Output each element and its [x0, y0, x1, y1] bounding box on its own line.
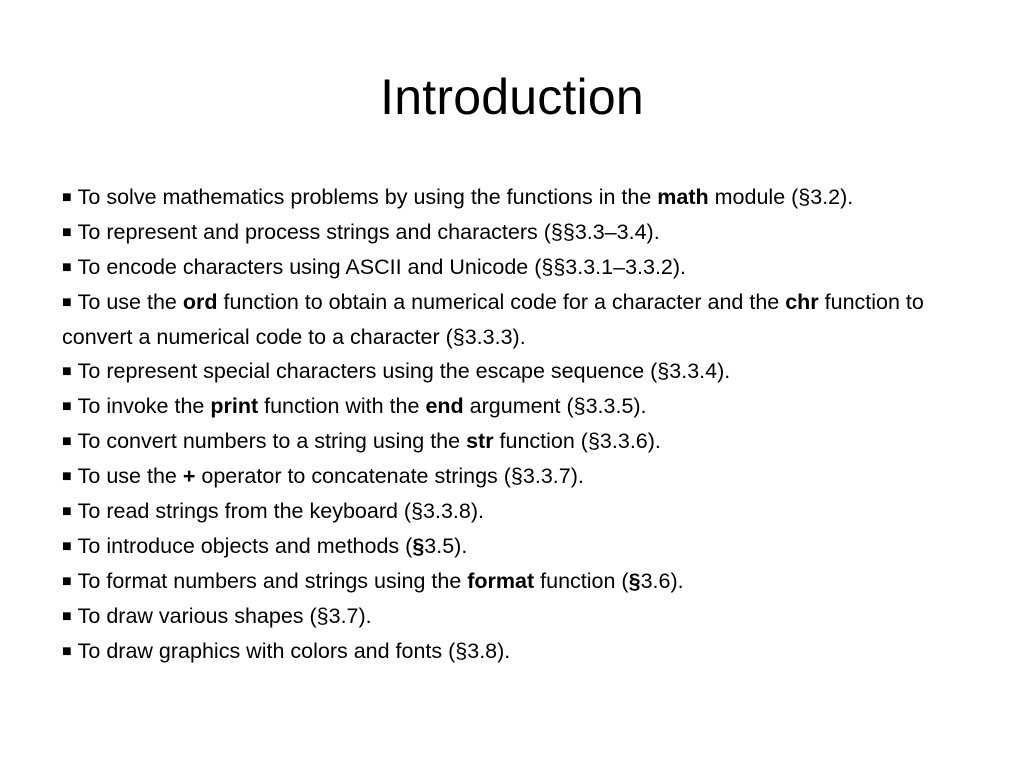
bullet-keyword: §	[628, 569, 641, 593]
bullet-item	[62, 529, 962, 564]
bullet-square-icon: ■	[62, 363, 72, 380]
bullet-text: To convert numbers to a string using the	[77, 429, 467, 453]
bullet-square-icon: ■	[62, 538, 72, 555]
bullet-keyword: format	[467, 569, 535, 593]
bullet-item	[62, 494, 962, 529]
bullet-keyword: +	[182, 464, 196, 488]
bullet-square-icon: ■	[62, 433, 72, 450]
bullet-text: function (§3.3.6).	[493, 429, 661, 453]
bullet-keyword: print	[210, 394, 259, 418]
bullet-text: To format numbers and strings using the	[77, 569, 468, 593]
bullet-text: 3.5).	[424, 534, 468, 558]
bullet-text: 3.6).	[640, 569, 684, 593]
bullet-item	[62, 564, 962, 599]
bullet-text: To represent special characters using the escape sequence (§3.3.4).	[77, 359, 731, 383]
bullet-text: To invoke the	[77, 394, 211, 418]
bullet-square-icon: ■	[62, 643, 72, 660]
bullet-keyword: math	[657, 185, 709, 209]
bullet-keyword: chr	[785, 290, 819, 314]
bullet-text: To draw graphics with colors and fonts (§3.8).	[77, 639, 511, 663]
bullet-keyword: §	[412, 534, 425, 558]
bullet-item	[62, 215, 962, 250]
bullet-item	[62, 424, 962, 459]
bullet-item	[62, 354, 962, 389]
bullet-text: To draw various shapes (§3.7).	[77, 604, 372, 628]
bullet-text: module (§3.2).	[708, 185, 854, 209]
bullet-item	[62, 599, 962, 634]
bullet-text: To read strings from the keyboard (§3.3.8).	[77, 499, 484, 523]
bullet-text: function (	[534, 569, 629, 593]
bullet-text: To solve mathematics problems by using the functions in the	[77, 185, 658, 209]
bullet-square-icon: ■	[62, 398, 72, 415]
bullet-text: To introduce objects and methods (	[77, 534, 413, 558]
bullet-text: operator to concatenate strings (§3.3.7).	[195, 464, 584, 488]
bullet-list	[62, 180, 962, 669]
bullet-square-icon: ■	[62, 503, 72, 520]
bullet-square-icon: ■	[62, 573, 72, 590]
bullet-keyword: end	[425, 394, 464, 418]
bullet-keyword: str	[466, 429, 494, 453]
bullet-item	[62, 285, 962, 354]
bullet-square-icon: ■	[62, 259, 72, 276]
bullet-text: To encode characters using ASCII and Unicode (§§3.3.1–3.3.2).	[77, 255, 687, 279]
bullet-text: function to convert a numerical code to a character (§3.3.3).	[62, 290, 924, 349]
bullet-text: argument (§3.3.5).	[463, 394, 647, 418]
bullet-text: To use the	[77, 464, 183, 488]
bullet-square-icon: ■	[62, 608, 72, 625]
bullet-item	[62, 634, 962, 669]
bullet-item	[62, 389, 962, 424]
bullet-item	[62, 459, 962, 494]
slide-title: Introduction	[380, 69, 644, 125]
bullet-square-icon: ■	[62, 294, 72, 311]
bullet-text: To represent and process strings and characters (§§3.3–3.4).	[77, 220, 660, 244]
bullet-item	[62, 180, 962, 215]
bullet-square-icon: ■	[62, 189, 72, 206]
bullet-text: To use the	[77, 290, 183, 314]
bullet-text: function with the	[258, 394, 426, 418]
bullet-item	[62, 250, 962, 285]
bullet-keyword: ord	[182, 290, 218, 314]
bullet-square-icon: ■	[62, 468, 72, 485]
bullet-text: function to obtain a numerical code for a character and the	[217, 290, 786, 314]
bullet-square-icon: ■	[62, 224, 72, 241]
